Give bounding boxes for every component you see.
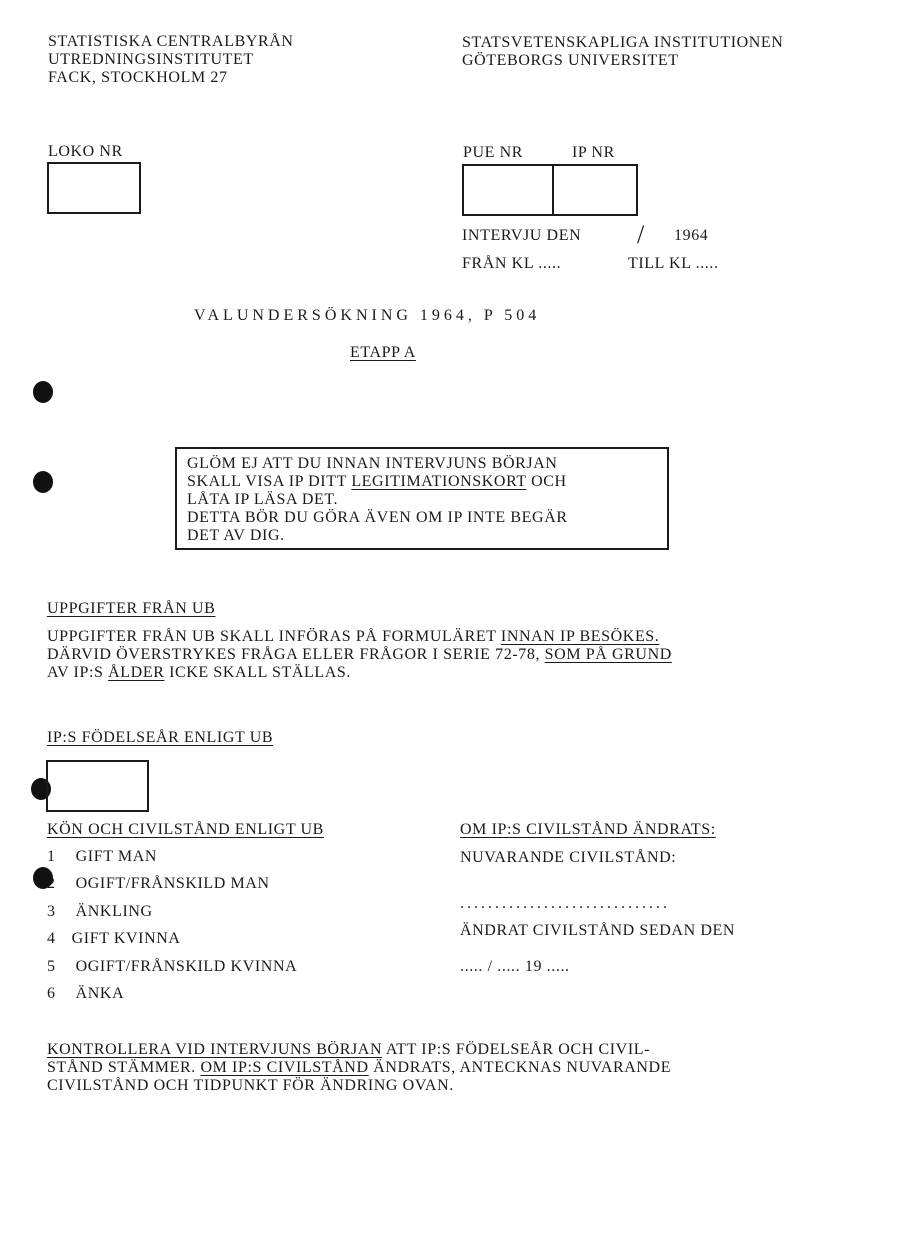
loko-box[interactable] <box>47 162 141 214</box>
kon-option-2-label: OGIFT/FRÅNSKILD MAN <box>75 875 270 892</box>
kontrollera-line-1 <box>47 1041 671 1059</box>
fodelsear-heading: IP:S FÖDELSEÅR ENLIGT UB <box>47 729 274 746</box>
andrats-heading: OM IP:S CIVILSTÅND ÄNDRATS: <box>460 821 716 838</box>
kon-option-2[interactable] <box>47 875 270 893</box>
uppgifter-paragraph <box>47 628 672 682</box>
notice-line-2 <box>187 473 667 491</box>
uppgifter-line-2-a: DÄRVID ÖVERSTRYKES FRÅGA ELLER FRÅGOR I SERIE 72-78, <box>47 646 545 663</box>
uppgifter-line-1-a: UPPGIFTER FRÅN UB SKALL INFÖRAS PÅ FORMULÄRET <box>47 628 501 645</box>
kon-option-1-label: GIFT MAN <box>75 848 158 865</box>
kon-option-4[interactable] <box>47 930 181 948</box>
notice-line-3: LÅTA IP LÄSA DET. <box>187 491 339 508</box>
header-right-line-2: GÖTEBORGS UNIVERSITET <box>462 52 679 69</box>
kon-option-6-label: ÄNKA <box>75 985 125 1002</box>
header-right-line-1: STATSVETENSKAPLIGA INSTITUTIONEN <box>462 34 784 51</box>
loko-label: LOKO NR <box>48 143 123 160</box>
notice-line-2-c: OCH <box>526 473 567 490</box>
kon-option-5-num: 5 <box>47 958 56 975</box>
punch-hole-2 <box>33 471 53 493</box>
andrat-sedan-label: ÄNDRAT CIVILSTÅND SEDAN DEN <box>460 922 736 939</box>
notice-box <box>175 447 669 550</box>
page-subtitle: ETAPP A <box>350 344 416 361</box>
kon-option-6[interactable] <box>47 985 124 1003</box>
till-kl: TILL KL ..... <box>628 255 719 272</box>
kontrollera-line-3: CIVILSTÅND OCH TIDPUNKT FÖR ÄNDRING OVAN. <box>47 1077 454 1094</box>
notice-line-4: DETTA BÖR DU GÖRA ÄVEN OM IP INTE BEGÄR <box>187 509 568 526</box>
legitimationskort-text: LEGITIMATIONSKORT <box>351 473 527 490</box>
kon-option-4-label: GIFT KVINNA <box>71 930 181 947</box>
fodelsear-box[interactable] <box>46 760 149 812</box>
ip-label: IP NR <box>572 144 615 161</box>
kontrollera-line-2-a: STÅND STÄMMER. <box>47 1059 201 1076</box>
uppgifter-line-1 <box>47 628 672 646</box>
punch-hole-1 <box>33 381 53 403</box>
kontrollera-line-2-c: ÄNDRATS, ANTECKNAS NUVARANDE <box>368 1059 672 1076</box>
notice-line-1: GLÖM EJ ATT DU INNAN INTERVJUNS BÖRJAN <box>187 455 558 472</box>
kontrollera-line-1-a: KONTROLLERA VID INTERVJUNS BÖRJAN <box>47 1041 383 1058</box>
pue-label: PUE NR <box>463 144 524 161</box>
alder-text: ÅLDER <box>108 664 165 681</box>
date-slash: / <box>637 220 645 249</box>
notice-line-5: DET AV DIG. <box>187 527 285 544</box>
uppgifter-line-2-b: SOM PÅ GRUND <box>544 646 672 663</box>
header-left-line-2: UTREDNINGSINSTITUTET <box>48 51 254 68</box>
kon-option-2-num: 2 <box>47 875 56 892</box>
kon-option-3-label: ÄNKLING <box>75 903 153 920</box>
kontrollera-paragraph <box>47 1041 671 1095</box>
kon-option-3[interactable] <box>47 903 153 921</box>
kon-option-1-num: 1 <box>47 848 56 865</box>
notice-line-2-a: SKALL VISA IP DITT <box>187 473 352 490</box>
kon-option-1[interactable] <box>47 848 157 866</box>
page-title: VALUNDERSÖKNING 1964, P 504 <box>194 307 541 324</box>
kon-heading: KÖN OCH CIVILSTÅND ENLIGT UB <box>47 821 324 838</box>
header-left-line-3: FACK, STOCKHOLM 27 <box>48 69 228 86</box>
kontrollera-line-1-b: ATT IP:S FÖDELSEÅR OCH CIVIL- <box>382 1041 651 1058</box>
kon-option-4-num: 4 <box>47 930 56 947</box>
fran-kl: FRÅN KL ..... <box>462 255 562 272</box>
header-left-line-1: STATISTISKA CENTRALBYRÅN <box>48 33 294 50</box>
uppgifter-line-1-b: INNAN IP BESÖKES. <box>500 628 660 645</box>
pue-box[interactable] <box>462 164 554 216</box>
nuvarande-civilstand-label: NUVARANDE CIVILSTÅND: <box>460 849 677 866</box>
kontrollera-line-2-b: OM IP:S CIVILSTÅND <box>200 1059 369 1076</box>
uppgifter-line-3 <box>47 664 672 682</box>
kon-option-5-label: OGIFT/FRÅNSKILD KVINNA <box>75 958 298 975</box>
uppgifter-heading: UPPGIFTER FRÅN UB <box>47 600 216 617</box>
interview-year: 1964 <box>674 227 709 244</box>
nuvarande-civilstand-field[interactable]: .............................. <box>460 895 670 912</box>
kontrollera-line-2 <box>47 1059 671 1077</box>
intervju-label: INTERVJU DEN <box>462 227 582 244</box>
kon-option-3-num: 3 <box>47 903 56 920</box>
uppgifter-line-3-c: ICKE SKALL STÄLLAS. <box>164 664 351 681</box>
kon-option-5[interactable] <box>47 958 297 976</box>
kon-option-6-num: 6 <box>47 985 56 1002</box>
uppgifter-line-2 <box>47 646 672 664</box>
ip-box[interactable] <box>552 164 638 216</box>
andrat-date-field[interactable]: ..... / ..... 19 ..... <box>460 958 570 975</box>
uppgifter-line-3-a: AV IP:S <box>47 664 109 681</box>
